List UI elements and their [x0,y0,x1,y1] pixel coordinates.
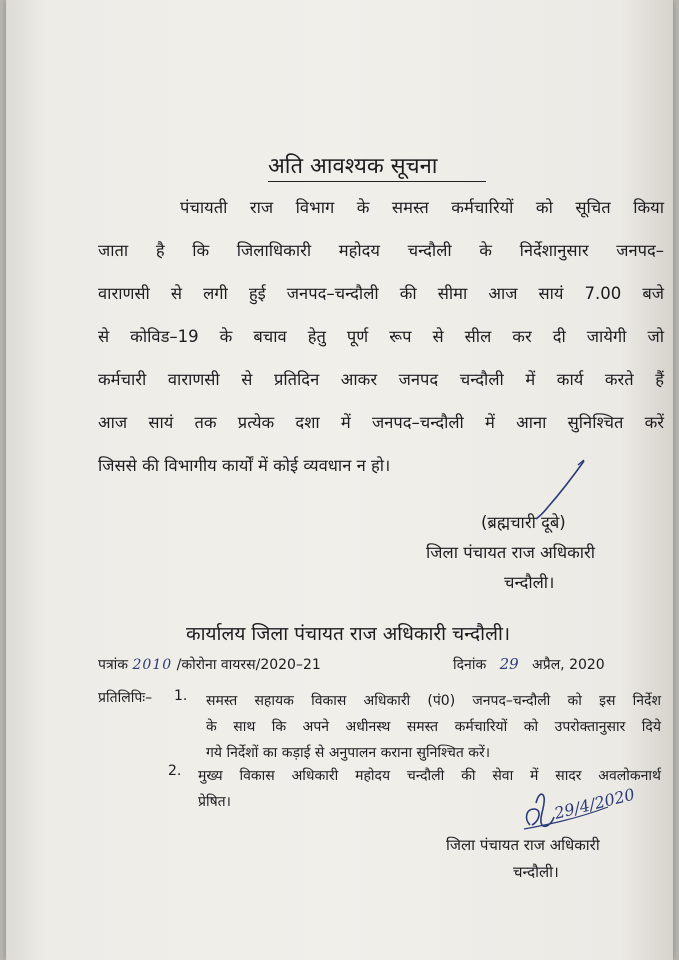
date-month-year: अप्रैल, 2020 [532,657,605,673]
ref-number-handwritten: 2010 [132,657,173,673]
notice-body [98,186,664,487]
notice-body-line: कर्मचारी वाराणसी से प्रतिदिन आकर जनपद चन्दौली में कार्य करते हैं [98,370,664,389]
notice-body-line: पंचायती राज विभाग के समस्त कर्मचारियों को सूचित किया [180,198,664,217]
ref-suffix: /कोरोना वायरस/2020–21 [176,657,321,673]
notice-title: अति आवश्यक सूचना [268,154,438,179]
memo-signatory-designation: जिला पंचायत राज अधिकारी [446,836,600,854]
copy-item-line: प्रेषित। [198,794,231,810]
copy-item-number: 2. [168,763,182,779]
copy-label: प्रतिलिपिः– [98,690,153,706]
date-label: दिनांक [453,657,487,673]
copy-item-line: मुख्य विकास अधिकारी महोदय चन्दौली की सेवा में सादर अवलोकनार्थ [198,768,661,784]
copy-item-line: गये निर्देशों का कड़ाई से अनुपालन कराना सुनिश्चित करें। [206,745,491,761]
notice-body-line: वाराणसी से लगी हुई जनपद–चन्दौली की सीमा आज सायं 7.00 बजे [98,284,664,303]
office-title: कार्यालय जिला पंचायत राज अधिकारी चन्दौली। [186,623,511,645]
signature-date: 29/4/2020 [552,785,637,823]
ref-prefix: पत्रांक [98,657,129,673]
copy-item-line: समस्त सहायक विकास अधिकारी (पं0) जनपद–चन्दौली को इस निर्देश [206,693,661,709]
memo-date [453,655,605,674]
title-underline [268,181,486,182]
copy-item-line: के साथ कि अपने अधीनस्थ समस्त कर्मचारियों को उपरोक्तानुसार दिये [206,719,661,735]
copy-item-number: 1. [174,688,188,704]
memo-signatory-place: चन्दौली। [513,863,559,881]
notice-signatory-designation: जिला पंचायत राज अधिकारी [426,543,596,562]
notice-body-line: जिससे की विभागीय कार्यों में कोई व्यवधान न हो। [98,456,391,475]
notice-body-line: जाता है कि जिलाधिकारी महोदय चन्दौली के निर्देशानुसार जनपद– [98,241,664,260]
notice-body-line: आज सायं तक प्रत्येक दशा में जनपद–चन्दौली में आना सुनिश्चित करें [98,413,664,432]
notice-body-line: से कोविड–19 के बचाव हेतु पूर्ण रूप से सील कर दी जायेगी जो [98,327,664,346]
notice-signatory-name: (ब्रह्मचारी दूबे) [481,513,566,532]
date-day-handwritten: 29 [499,655,519,673]
document-page [6,0,673,960]
reference-number [98,655,321,674]
notice-signatory-place: चन्दौली। [504,573,555,592]
copy-item-1 [206,688,661,766]
officer-signature [516,785,646,840]
